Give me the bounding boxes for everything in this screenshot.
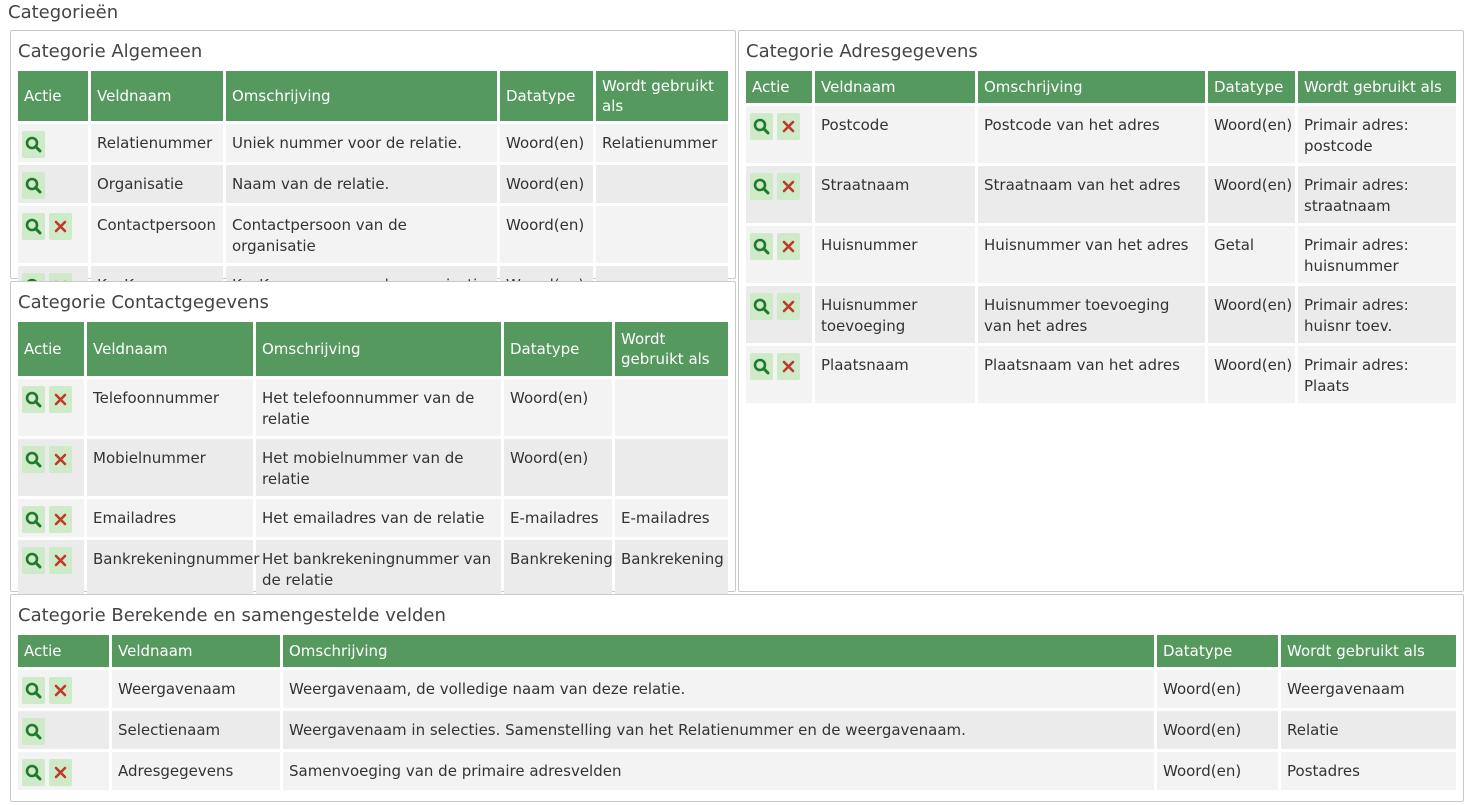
col-datatype[interactable]: Datatype: [1157, 635, 1278, 667]
col-omschrijving[interactable]: Omschrijving: [256, 322, 501, 376]
table-berekend: [15, 632, 1459, 793]
col-omschrijving[interactable]: Omschrijving: [226, 71, 497, 121]
table-header-row: [18, 635, 1456, 667]
cell-omschrijving: Uniek nummer voor de relatie.: [226, 124, 497, 162]
cell-gebruikt: Relatienummer: [596, 124, 728, 162]
cell-veldnaam: Selectienaam: [112, 711, 280, 749]
cell-datatype: Bankrekening: [504, 540, 612, 597]
cell-veldnaam: Huisnummer toevoeging: [815, 286, 975, 343]
cell-omschrijving: Huisnummer van het adres: [978, 226, 1205, 283]
cell-gebruikt: Primair adres: straatnaam: [1298, 166, 1456, 223]
cell-gebruikt: [615, 379, 728, 436]
col-datatype[interactable]: Datatype: [1208, 71, 1295, 103]
delete-button[interactable]: [49, 759, 72, 786]
table-body: [18, 379, 728, 597]
cell-omschrijving: Samenvoeging van de primaire adresvelden: [283, 752, 1154, 790]
col-datatype[interactable]: Datatype: [500, 71, 593, 121]
delete-button[interactable]: [49, 386, 72, 413]
col-gebruikt[interactable]: Wordt gebruikt als: [596, 71, 728, 121]
panel-berekend: [10, 594, 1464, 802]
view-button[interactable]: [22, 386, 45, 413]
panel-adresgegevens: [738, 30, 1464, 592]
cell-omschrijving: Het mobielnummer van de relatie: [256, 439, 501, 496]
col-omschrijving[interactable]: Omschrijving: [978, 71, 1205, 103]
delete-button[interactable]: [777, 113, 800, 140]
table-body: [746, 106, 1456, 403]
col-veldnaam[interactable]: Veldnaam: [815, 71, 975, 103]
cell-datatype: Woord(en): [1208, 166, 1295, 223]
panel-title: Categorie Berekende en samengestelde velden: [18, 605, 446, 626]
table-row: [18, 439, 728, 496]
cell-omschrijving: Weergavenaam, de volledige naam van deze relatie.: [283, 670, 1154, 708]
cell-veldnaam: Huisnummer: [815, 226, 975, 283]
cell-actie: [18, 124, 88, 162]
cell-gebruikt: Primair adres: postcode: [1298, 106, 1456, 163]
col-gebruikt[interactable]: Wordt gebruikt als: [1298, 71, 1456, 103]
cell-gebruikt: Relatie: [1281, 711, 1456, 749]
col-actie[interactable]: Actie: [18, 71, 88, 121]
cell-veldnaam: Mobielnummer: [87, 439, 253, 496]
cell-veldnaam: Plaatsnaam: [815, 346, 975, 403]
cell-actie: [18, 206, 88, 263]
cell-gebruikt: Primair adres: huisnr toev.: [1298, 286, 1456, 343]
table-row: [18, 124, 728, 162]
delete-button[interactable]: [49, 547, 72, 574]
cell-actie: [746, 346, 812, 403]
col-gebruikt[interactable]: Wordt gebruikt als: [1281, 635, 1456, 667]
view-button[interactable]: [22, 547, 45, 574]
cell-gebruikt: Weergavenaam: [1281, 670, 1456, 708]
table-row: [746, 286, 1456, 343]
cell-gebruikt: Bankrekening: [615, 540, 728, 597]
col-actie[interactable]: Actie: [746, 71, 812, 103]
table-row: [18, 711, 1456, 749]
cell-veldnaam: Weergavenaam: [112, 670, 280, 708]
cell-datatype: Woord(en): [504, 439, 612, 496]
cell-veldnaam: Bankrekeningnummer: [87, 540, 253, 597]
panel-title: Categorie Algemeen: [18, 41, 203, 62]
cell-veldnaam: Emailadres: [87, 499, 253, 537]
panel-algemeen: [10, 30, 736, 279]
cell-veldnaam: Postcode: [815, 106, 975, 163]
cell-actie: [746, 166, 812, 223]
col-veldnaam[interactable]: Veldnaam: [112, 635, 280, 667]
delete-button[interactable]: [49, 213, 72, 240]
table-contactgegevens: [15, 319, 731, 600]
delete-button[interactable]: [777, 233, 800, 260]
table-body: [18, 124, 728, 304]
cell-actie: [18, 439, 84, 496]
cell-veldnaam: Relatienummer: [91, 124, 223, 162]
table-row: [18, 499, 728, 537]
panel-title: Categorie Contactgegevens: [18, 292, 269, 313]
table-row: [746, 106, 1456, 163]
col-actie[interactable]: Actie: [18, 635, 109, 667]
view-button[interactable]: [22, 718, 45, 745]
view-button[interactable]: [750, 353, 773, 380]
delete-button[interactable]: [777, 173, 800, 200]
table-adresgegevens: [743, 68, 1459, 406]
delete-button[interactable]: [777, 293, 800, 320]
view-button[interactable]: [750, 293, 773, 320]
view-button[interactable]: [22, 131, 45, 158]
cell-actie: [18, 711, 109, 749]
view-button[interactable]: [750, 233, 773, 260]
cell-datatype: Woord(en): [500, 165, 593, 203]
panel-title: Categorie Adresgegevens: [746, 41, 978, 62]
cell-veldnaam: Adresgegevens: [112, 752, 280, 790]
cell-omschrijving: Het bankrekeningnummer van de relatie: [256, 540, 501, 597]
cell-datatype: Woord(en): [500, 206, 593, 263]
cell-datatype: Woord(en): [504, 379, 612, 436]
cell-omschrijving: Straatnaam van het adres: [978, 166, 1205, 223]
col-gebruikt[interactable]: Wordt gebruikt als: [615, 322, 728, 376]
cell-actie: [746, 286, 812, 343]
col-actie[interactable]: Actie: [18, 322, 84, 376]
cell-actie: [746, 106, 812, 163]
cell-gebruikt: [596, 165, 728, 203]
panel-contactgegevens: [10, 281, 736, 592]
table-header-row: [18, 71, 728, 121]
table-row: [18, 752, 1456, 790]
table-row: [746, 166, 1456, 223]
cell-actie: [18, 670, 109, 708]
cell-actie: [18, 752, 109, 790]
cell-gebruikt: Primair adres: Plaats: [1298, 346, 1456, 403]
cell-datatype: Woord(en): [500, 124, 593, 162]
table-row: [18, 165, 728, 203]
cell-omschrijving: Weergavenaam in selecties. Samenstelling van het Relatienummer en de weergavenaam.: [283, 711, 1154, 749]
cell-omschrijving: Naam van de relatie.: [226, 165, 497, 203]
cell-datatype: Woord(en): [1157, 711, 1278, 749]
cell-actie: [18, 165, 88, 203]
cell-gebruikt: Primair adres: huisnummer: [1298, 226, 1456, 283]
cell-omschrijving: Het telefoonnummer van de relatie: [256, 379, 501, 436]
cell-veldnaam: Straatnaam: [815, 166, 975, 223]
table-header-row: [18, 322, 728, 376]
cell-omschrijving: Huisnummer toevoeging van het adres: [978, 286, 1205, 343]
table-row: [746, 226, 1456, 283]
page-title: Categorieën: [8, 2, 119, 23]
cell-gebruikt: [596, 206, 728, 263]
view-button[interactable]: [22, 172, 45, 199]
cell-veldnaam: Organisatie: [91, 165, 223, 203]
cell-gebruikt: E-mailadres: [615, 499, 728, 537]
cell-datatype: Woord(en): [1208, 346, 1295, 403]
col-omschrijving[interactable]: Omschrijving: [283, 635, 1154, 667]
cell-omschrijving: Plaatsnaam van het adres: [978, 346, 1205, 403]
view-button[interactable]: [750, 113, 773, 140]
table-body: [18, 670, 1456, 790]
cell-actie: [746, 226, 812, 283]
table-algemeen: [15, 68, 731, 307]
cell-datatype: Woord(en): [1208, 286, 1295, 343]
cell-omschrijving: Postcode van het adres: [978, 106, 1205, 163]
cell-gebruikt: [615, 439, 728, 496]
view-button[interactable]: [22, 213, 45, 240]
delete-button[interactable]: [49, 446, 72, 473]
table-row: [18, 379, 728, 436]
cell-datatype: Woord(en): [1157, 670, 1278, 708]
cell-actie: [18, 379, 84, 436]
view-button[interactable]: [22, 506, 45, 533]
cell-veldnaam: Telefoonnummer: [87, 379, 253, 436]
cell-gebruikt: Postadres: [1281, 752, 1456, 790]
delete-button[interactable]: [49, 677, 72, 704]
table-row: [18, 670, 1456, 708]
cell-actie: [18, 540, 84, 597]
table-row: [746, 346, 1456, 403]
delete-button[interactable]: [777, 353, 800, 380]
table-row: [18, 206, 728, 263]
view-button[interactable]: [22, 677, 45, 704]
col-veldnaam[interactable]: Veldnaam: [87, 322, 253, 376]
delete-button[interactable]: [49, 506, 72, 533]
col-veldnaam[interactable]: Veldnaam: [91, 71, 223, 121]
cell-veldnaam: Contactpersoon: [91, 206, 223, 263]
table-row: [18, 540, 728, 597]
col-datatype[interactable]: Datatype: [504, 322, 612, 376]
cell-actie: [18, 499, 84, 537]
cell-datatype: E-mailadres: [504, 499, 612, 537]
cell-datatype: Woord(en): [1208, 106, 1295, 163]
cell-datatype: Getal: [1208, 226, 1295, 283]
view-button[interactable]: [750, 173, 773, 200]
cell-omschrijving: Het emailadres van de relatie: [256, 499, 501, 537]
cell-datatype: Woord(en): [1157, 752, 1278, 790]
table-header-row: [746, 71, 1456, 103]
cell-omschrijving: Contactpersoon van de organisatie: [226, 206, 497, 263]
view-button[interactable]: [22, 759, 45, 786]
view-button[interactable]: [22, 446, 45, 473]
